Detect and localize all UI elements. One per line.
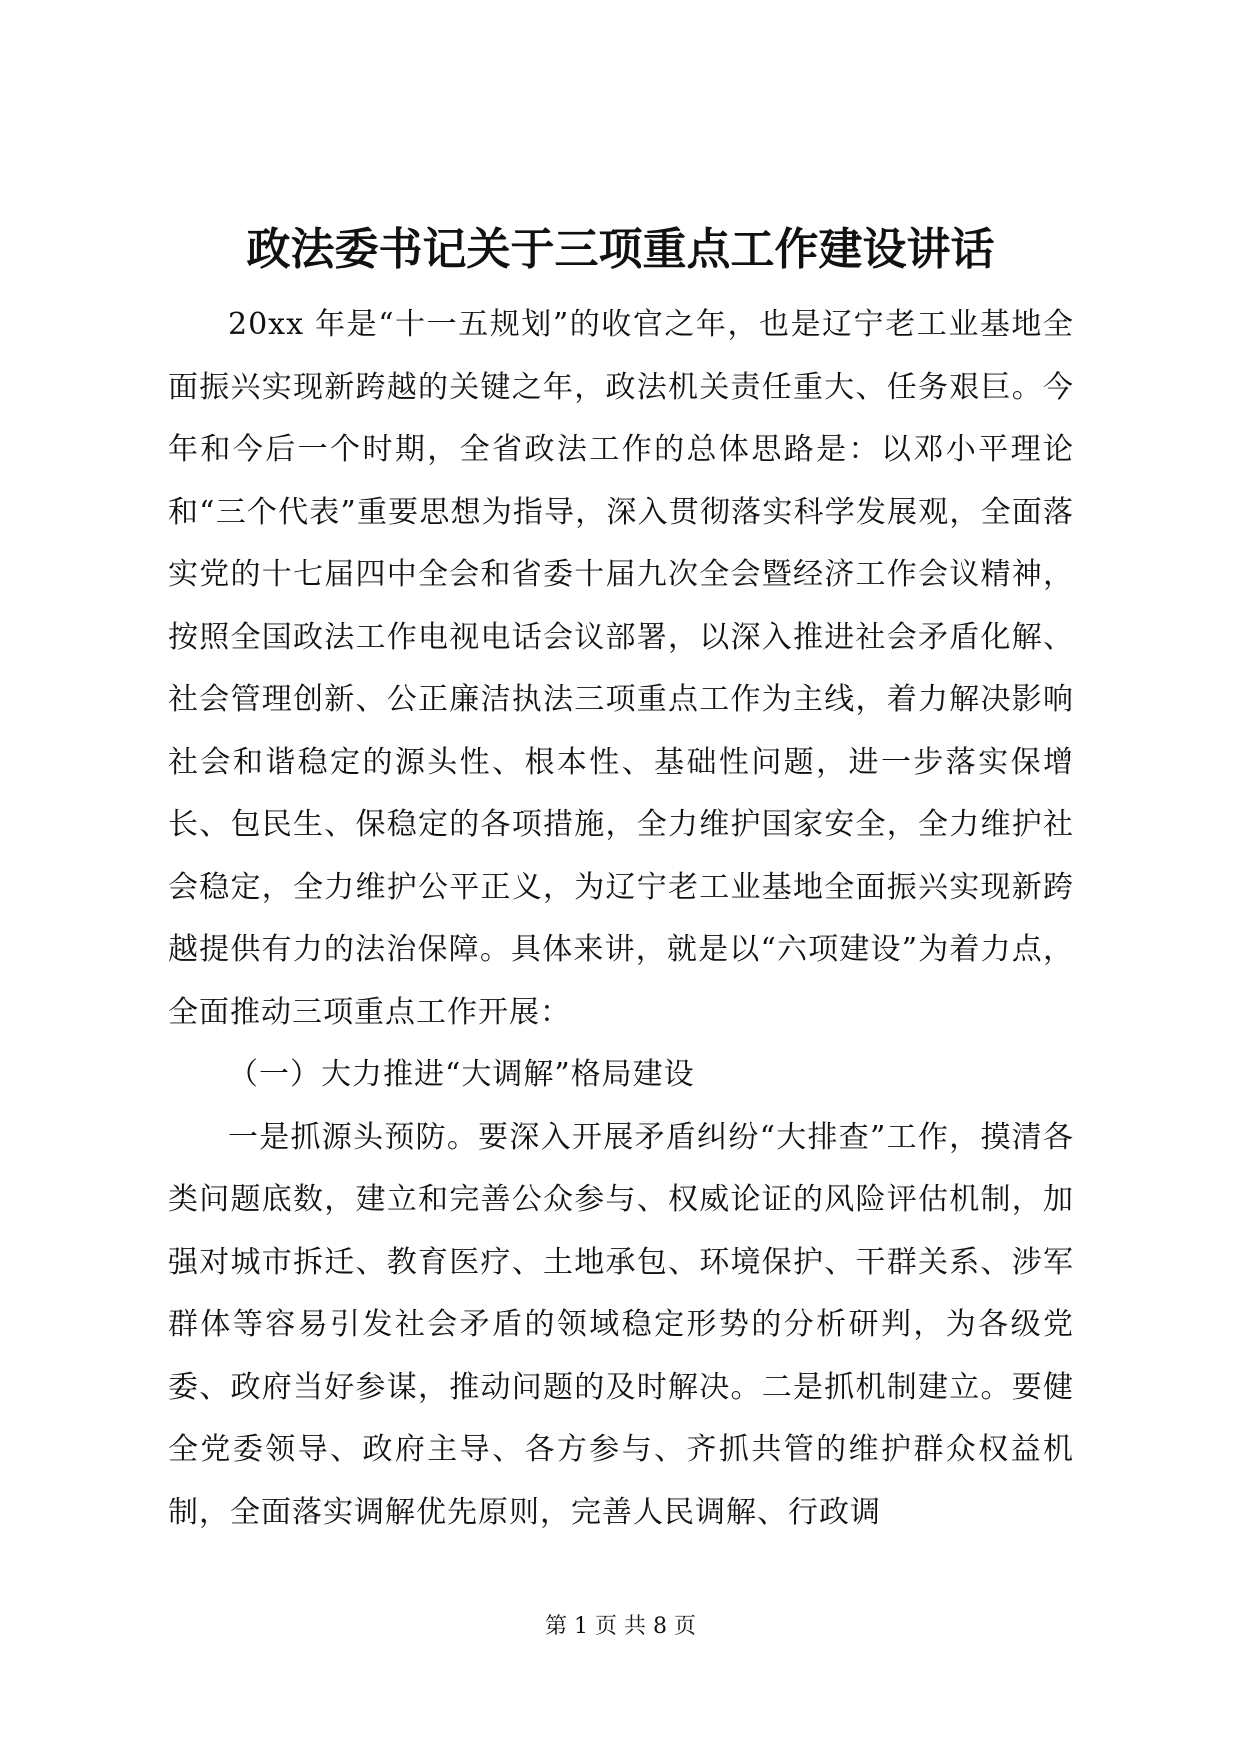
section-heading: （一）大力推进“大调解”格局建设 <box>228 1057 695 1092</box>
document-title: 政法委书记关于三项重点工作建设讲话 <box>246 224 995 275</box>
paragraph: 一是抓源头预防。要深入开展矛盾纠纷“大排查”工作，摸清各类问题底数，建立和完善公众参与、权威论证的风险评估机制，加强对城市拆迁、教育医疗、土地承包、环境保护、干群关系、涉军群体等容易引发社会矛盾的领域稳定形势的分析研判，为各级党委、政府当好参谋，推动问题的及时解决。二是抓机制建立。要健全党委领导、政府主导、各方参与、齐抓共管的维护群众权益机制，全面落实调解优先原则，完善人民调解、行政调 <box>168 1119 1074 1530</box>
paragraph: 20xx 年是“十一五规划”的收官之年，也是辽宁老工业基地全面振兴实现新跨越的关键之年，政法机关责任重大、任务艰巨。今年和今后一个时期，全省政法工作的总体思路是：以邓小平理论和“三个代表”重要思想为指导，深入贯彻落实科学发展观，全面落实党的十七届四中全会和省委十届九次全会暨经济工作会议精神，按照全国政法工作电视电话会议部署，以深入推进社会矛盾化解、社会管理创新、公正廉洁执法三项重点工作为主线，着力解决影响社会和谐稳定的源头性、根本性、基础性问题，进一步落实保增长、包民生、保稳定的各项措施，全力维护国家安全，全力维护社会稳定，全力维护公平正义，为辽宁老工业基地全面振兴实现新跨越提供有力的法治保障。具体来讲，就是以“六项建设”为着力点，全面推动三项重点工作开展： <box>168 307 1074 1030</box>
page-number-footer: 第 1 页 共 8 页 <box>545 1614 696 1639</box>
document-body <box>168 294 1074 1544</box>
